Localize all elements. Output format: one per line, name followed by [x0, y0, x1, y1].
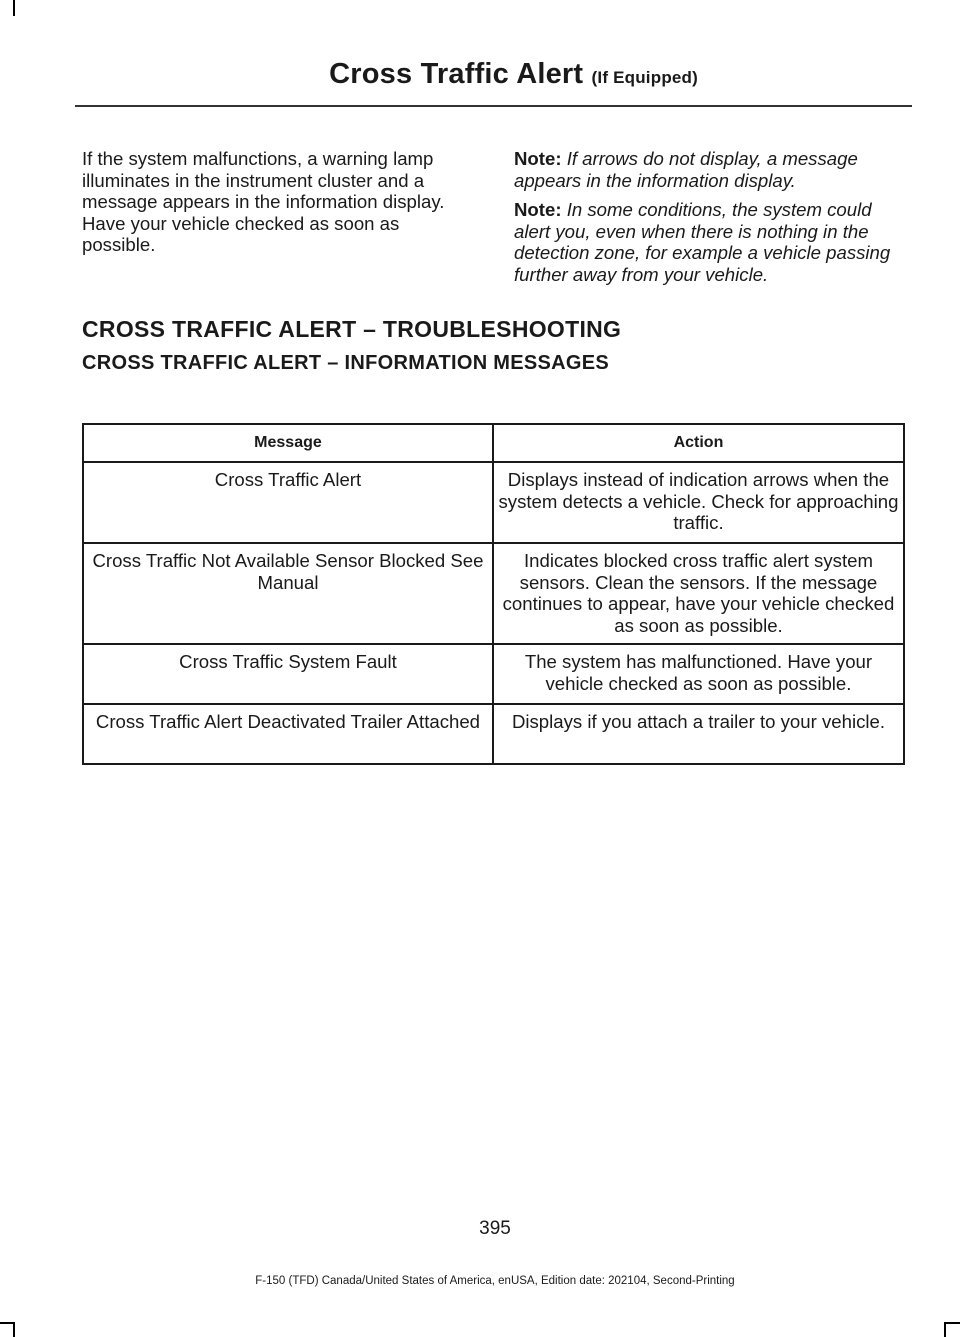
- action-cell: The system has malfunctioned. Have your vehicle checked as soon as possible.: [493, 644, 904, 704]
- info-messages-heading: CROSS TRAFFIC ALERT – INFORMATION MESSAGES: [82, 352, 610, 374]
- crop-mark: [944, 1322, 946, 1337]
- message-cell: Cross Traffic Not Available Sensor Blocked See Manual: [83, 543, 493, 644]
- crop-mark: [13, 1322, 15, 1337]
- edition-footer: F-150 (TFD) Canada/United States of America, enUSA, Edition date: 202104, Second-Printing: [255, 1275, 735, 1287]
- header-divider: [75, 105, 912, 107]
- left-column: [82, 148, 477, 264]
- action-cell: Indicates blocked cross traffic alert system sensors. Clean the sensors. If the message continues to appear, have your vehicle checked as soon as possible.: [493, 543, 904, 644]
- table-row: [83, 704, 904, 764]
- note-text: In some conditions, the system could alert you, even when there is nothing in the detection zone, for example a vehicle passing further away from your vehicle.: [514, 199, 891, 285]
- information-messages-table: [82, 423, 905, 765]
- message-column-header: Message: [83, 424, 493, 462]
- table-row: [83, 543, 904, 644]
- action-column-header: Action: [493, 424, 904, 462]
- message-cell: Cross Traffic Alert Deactivated Trailer Attached: [83, 704, 493, 764]
- note-label: Note:: [514, 199, 562, 220]
- table-header-row: [83, 424, 904, 462]
- crop-mark: [13, 0, 15, 16]
- crop-mark: [944, 1322, 960, 1324]
- action-cell: Displays if you attach a trailer to your vehicle.: [493, 704, 904, 764]
- note: [514, 199, 909, 285]
- note: [514, 148, 909, 191]
- page-title-text: Cross Traffic Alert: [329, 58, 584, 90]
- table-row: [83, 644, 904, 704]
- page-title: [329, 58, 698, 91]
- page-number: 395: [479, 1218, 511, 1239]
- action-cell: Displays instead of indication arrows when the system detects a vehicle. Check for approaching traffic.: [493, 462, 904, 543]
- message-cell: Cross Traffic System Fault: [83, 644, 493, 704]
- crop-mark: [0, 1322, 15, 1324]
- page-title-suffix: (If Equipped): [591, 68, 698, 87]
- troubleshooting-heading: CROSS TRAFFIC ALERT – TROUBLESHOOTING: [82, 316, 622, 342]
- message-cell: Cross Traffic Alert: [83, 462, 493, 543]
- table-row: [83, 462, 904, 543]
- malfunction-paragraph: If the system malfunctions, a warning lamp illuminates in the instrument cluster and a message appears in the information display. Have your vehicle checked as soon as possible.: [82, 148, 445, 255]
- right-column: [514, 148, 909, 293]
- note-label: Note:: [514, 148, 562, 169]
- note-text: If arrows do not display, a message appears in the information display.: [514, 148, 858, 191]
